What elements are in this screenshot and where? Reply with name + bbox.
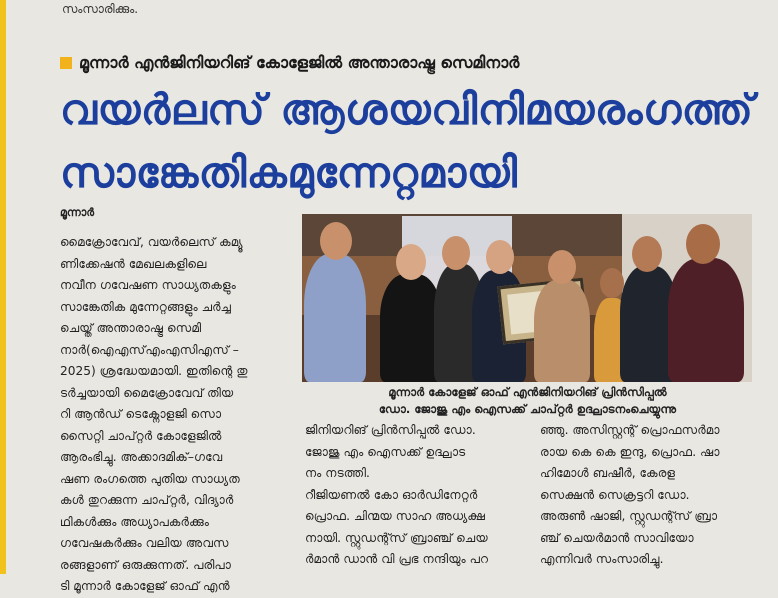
body-line: ടി മൂന്നാർ കോളേജ് ഓഫ് എൻ xyxy=(60,579,230,593)
caption-line: മൂന്നാർ കോളേജ് ഓഫ് എൻജിനിയറിങ് പ്രിൻസിപ്പൽ xyxy=(388,385,667,399)
person-head xyxy=(320,222,352,260)
body-line: സാങ്കേതിക മുന്നേറ്റങ്ങളും ചർച്ച xyxy=(60,299,232,314)
body-line: നായി. സ്റ്റുഡന്റ്സ് ബ്രാഞ്ച് ചെയ xyxy=(305,530,488,545)
body-line: നം നടത്തി. xyxy=(305,466,370,480)
body-line: ഷണ രംഗത്തെ പുതിയ സാധ്യത xyxy=(60,471,240,486)
body-line: ഞ്ച് ചെയർമാൻ സാവിയോ xyxy=(540,530,694,545)
body-line: സെക്ഷൻ സെക്രട്ടറി ഡോ. xyxy=(540,487,690,502)
body-line: ടർച്ചയായി മൈക്രോവേവ് തിയ xyxy=(60,385,234,400)
body-line: കൾ തുറക്കുന്ന ചാപ്റ്റർ, വിദ്യാർ xyxy=(60,493,234,507)
body-line: ഗവേഷകർക്കും വലിയ അവസ xyxy=(60,536,229,550)
person-head xyxy=(686,224,720,264)
body-line: ഞ്ഞു. അസിസ്റ്റന്റ് പ്രൊഫസർമാ xyxy=(540,423,720,437)
body-line: രങ്ങളാണ് ഒരുക്കുന്നത്. പരിപാ xyxy=(60,557,231,572)
body-line: ജിനിയറിങ് പ്രിൻസിപ്പൽ ഡോ. xyxy=(305,423,476,437)
body-line: രായ കെ കെ ഇന്ദു, പ്രൊഫ. ഷാ xyxy=(540,444,720,459)
body-line: എന്നിവർ സംസാരിച്ചു. xyxy=(540,552,664,566)
body-line: മൈക്രോവേവ്, വയർലെസ് കമ്യൂ xyxy=(60,235,243,249)
person-head xyxy=(486,240,514,274)
body-line: നവീന ഗവേഷണ സാധ്യതകളും xyxy=(60,278,236,292)
kicker-square-icon xyxy=(60,57,72,69)
person-figure xyxy=(668,258,744,382)
person-head xyxy=(442,236,470,270)
body-line: ണിക്കേഷൻ മേഖലകളിലെ xyxy=(60,256,207,271)
dateline: മൂന്നാർ xyxy=(60,206,95,219)
body-line: ആരംഭിച്ചു. അക്കാദമിക്–ഗവേ xyxy=(60,450,223,464)
person-head xyxy=(548,250,576,284)
headline-line-1: വയർലസ് ആശയവിനിമയരംഗത്ത് xyxy=(60,85,754,134)
body-column-right xyxy=(540,420,755,571)
body-line: റീജിയണൽ കോ ഓർഡിനേറ്റർ xyxy=(305,487,478,502)
person-head xyxy=(600,268,624,298)
person-head xyxy=(632,236,662,272)
body-line: റി ആൻഡ് ടെക്നോളജി സൊ xyxy=(60,407,222,421)
person-head xyxy=(396,244,426,280)
photo-caption xyxy=(305,384,750,418)
body-line: ർമാൻ ഡാൻ വി പ്രഭ നന്ദിയും പറ xyxy=(305,552,489,566)
page-edge-strip xyxy=(0,0,6,574)
body-line: സൈറ്റി ചാപ്റ്റർ കോളേജിൽ xyxy=(60,428,222,443)
news-photo xyxy=(302,214,752,382)
kicker-text: മൂന്നാർ എൻജിനിയറിങ് കോളേജിൽ അന്താരാഷ്ട്ര സെമിനാർ xyxy=(79,53,520,72)
kicker xyxy=(60,53,519,73)
body-line: ജോജു എം ഐസക്ക് ഉദ്ഘാട xyxy=(305,444,466,459)
body-line: നാർ(ഐഎസ്എംഎസിഎസ് – xyxy=(60,342,239,357)
body-line: പ്രൊഫ. ചിന്മയ സാഹ അധ്യക്ഷ xyxy=(305,509,486,523)
body-column-left xyxy=(60,232,288,598)
previous-article-tail: സംസാരിക്കും. xyxy=(62,2,139,16)
person-figure xyxy=(304,254,366,382)
body-line: 2025) ശ്രദ്ധേയമായി. ഇതിന്റെ തു xyxy=(60,364,248,378)
body-line: ഹിമോൾ ബഷീർ, കേരള xyxy=(540,466,676,480)
person-figure xyxy=(534,280,590,382)
body-line: ഥികൾക്കും അധ്യാപകർക്കും xyxy=(60,514,210,529)
caption-line: ഡോ. ജോജു എം ഐസക്ക് ചാപ്റ്റർ ഉദ്ഘാടനംചെയ്യുന്നു xyxy=(378,402,677,416)
body-column-middle xyxy=(305,420,520,571)
headline-line-2: സാങ്കേതികമുന്നേറ്റമായി xyxy=(60,148,518,197)
body-line: അരുൺ ഷാജി, സ്റ്റുഡന്റ്സ് ബ്രാ xyxy=(540,509,718,523)
body-line: ചെയ്ത് അന്താരാഷ്ട്ര സെമി xyxy=(60,321,202,335)
person-figure xyxy=(380,274,442,382)
